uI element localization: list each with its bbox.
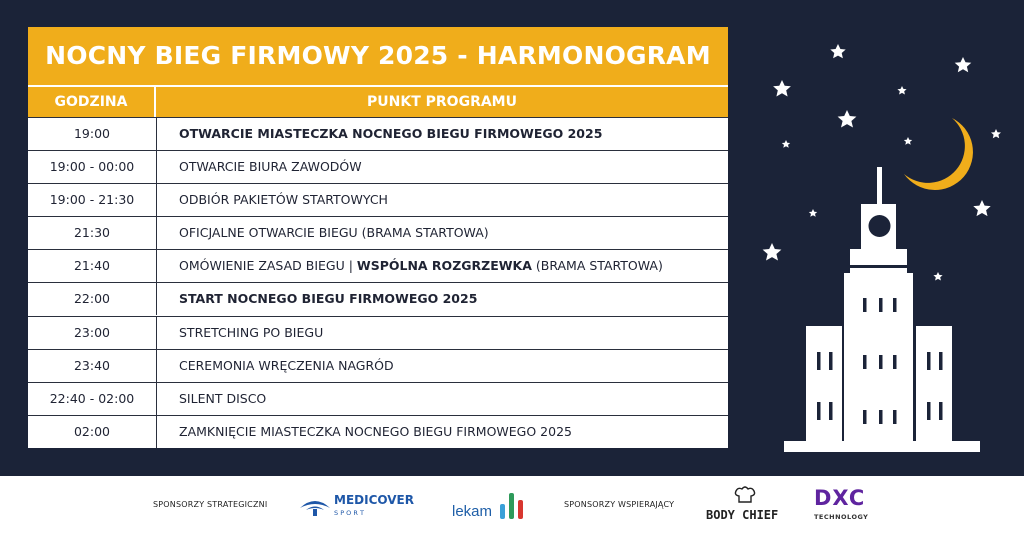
star-icon	[991, 129, 1001, 138]
lekam-name: lekam	[452, 503, 493, 520]
schedule-board	[28, 27, 728, 448]
row-program: OTWARCIE BIURA ZAWODÓW	[179, 159, 362, 175]
row-time: 21:40	[28, 250, 157, 282]
medicover-logo	[298, 490, 418, 522]
star-icon	[933, 272, 942, 281]
star-icon	[973, 200, 990, 216]
dxc-sub: TECHNOLOGY	[814, 513, 869, 521]
table-row	[28, 150, 728, 183]
table-row	[28, 282, 728, 315]
row-program: SILENT DISCO	[179, 390, 267, 406]
column-header-time: GODZINA	[28, 87, 156, 117]
star-icon	[838, 110, 857, 128]
star-icon	[955, 57, 972, 72]
row-time: 22:40 - 02:00	[28, 383, 157, 415]
lekam-logo	[452, 488, 532, 524]
table-row	[28, 117, 728, 150]
row-time: 19:00 - 00:00	[28, 151, 157, 183]
table-row	[28, 183, 728, 216]
star-icon	[782, 140, 790, 148]
night-city-illustration	[740, 30, 1024, 470]
row-time: 19:00	[28, 118, 157, 150]
dxc-name: DXC	[814, 486, 866, 510]
schedule-table	[28, 117, 728, 448]
table-header	[28, 85, 728, 117]
star-icon	[904, 137, 912, 145]
row-program: STRETCHING PO BIEGU	[179, 324, 324, 340]
star-icon	[830, 44, 845, 58]
lekam-bars-icon	[499, 490, 525, 520]
column-header-program: PUNKT PROGRAMU	[367, 94, 517, 110]
star-icon	[763, 243, 782, 261]
row-time: 02:00	[28, 416, 157, 448]
chef-hat-icon	[734, 486, 756, 504]
medicover-wave-icon	[298, 494, 332, 518]
row-program: ODBIÓR PAKIETÓW STARTOWYCH	[179, 192, 388, 208]
row-program: OFICJALNE OTWARCIE BIEGU (BRAMA STARTOWA)	[179, 225, 489, 241]
row-time: 22:00	[28, 283, 157, 315]
medicover-sub: S P O R T	[334, 509, 364, 517]
bodychief-logo	[702, 486, 782, 528]
row-program: CEREMONIA WRĘCZENIA NAGRÓD	[179, 357, 394, 373]
table-row	[28, 349, 728, 382]
dxc-logo	[812, 486, 882, 526]
row-program-part: (BRAMA STARTOWA)	[531, 258, 663, 274]
star-icon	[897, 86, 906, 95]
row-time: 21:30	[28, 217, 157, 249]
medicover-name: MEDICOVER	[334, 493, 414, 507]
row-program: OTWARCIE MIASTECZKA NOCNEGO BIEGU FIRMOWEGO 2025	[179, 126, 603, 141]
bodychief-name: BODY CHIEF	[706, 508, 779, 522]
row-program-part: OMÓWIENIE ZASAD BIEGU |	[179, 258, 357, 274]
row-time: 23:40	[28, 350, 157, 382]
star-icon	[809, 209, 817, 217]
row-time: 19:00 - 21:30	[28, 184, 157, 216]
row-program	[179, 250, 663, 282]
sponsors-footer	[0, 476, 1024, 536]
table-row	[28, 249, 728, 282]
table-row	[28, 382, 728, 415]
row-program-highlight: WSPÓLNA ROZGRZEWKA	[356, 258, 532, 274]
row-time: 23:00	[28, 317, 157, 349]
row-program: START NOCNEGO BIEGU FIRMOWEGO 2025	[179, 291, 478, 307]
table-row	[28, 316, 728, 349]
supporting-sponsors-label: SPONSORZY WSPIERAJĄCY	[564, 500, 675, 509]
star-icon	[773, 80, 791, 97]
strategic-sponsors-label: SPONSORZY STRATEGICZNI	[153, 500, 268, 509]
table-row	[28, 216, 728, 249]
table-row	[28, 415, 728, 448]
page-title: NOCNY BIEG FIRMOWY 2025 - HARMONOGRAM	[28, 27, 728, 85]
row-program: ZAMKNIĘCIE MIASTECZKA NOCNEGO BIEGU FIRMOWEGO 2025	[179, 423, 572, 439]
moon-icon	[904, 118, 973, 190]
